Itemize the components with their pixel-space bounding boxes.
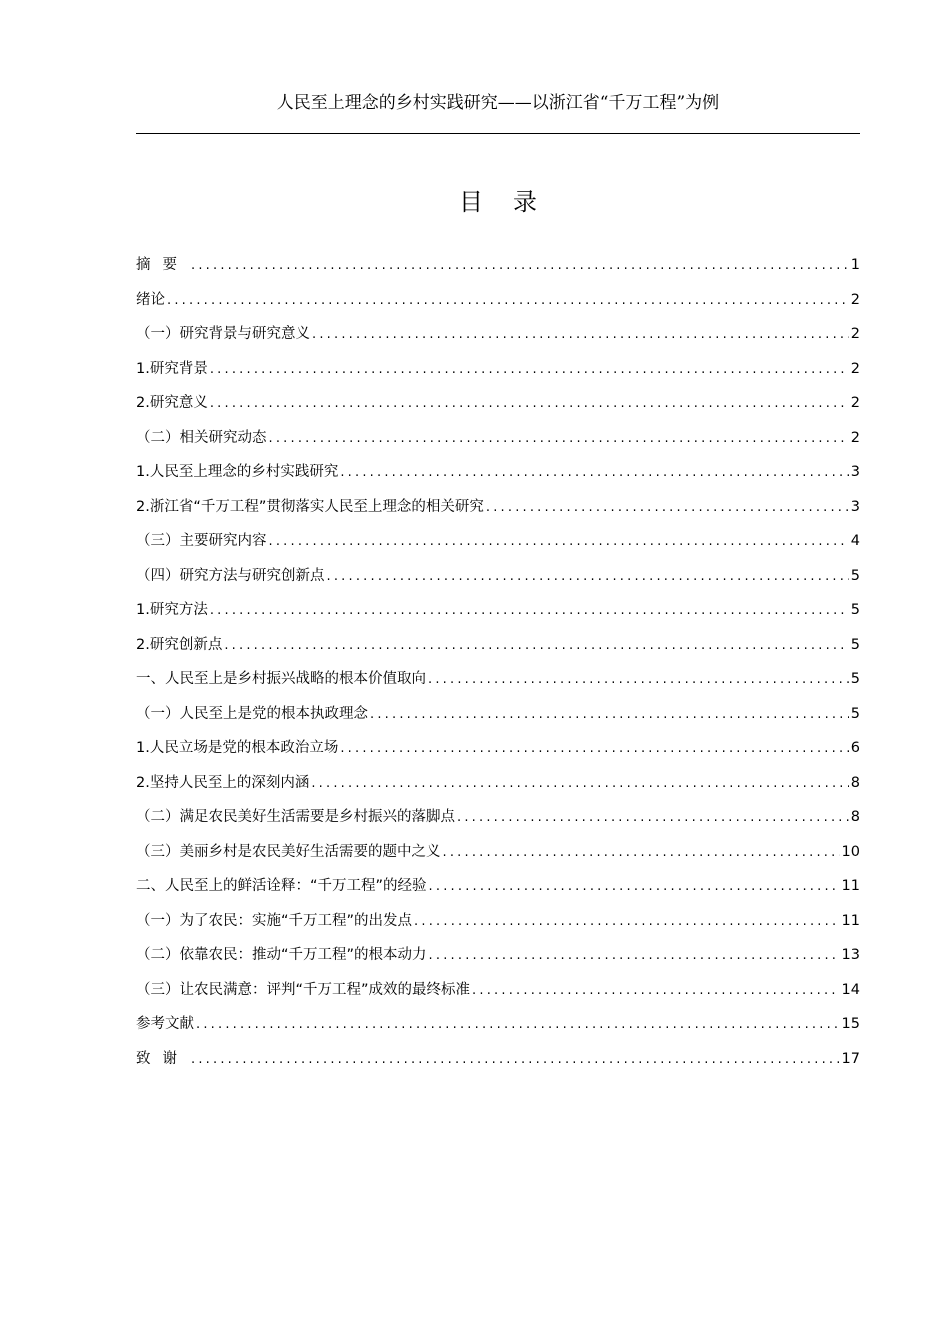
toc-entry[interactable]	[136, 357, 860, 392]
toc-entry-label: 1.研究背景	[136, 360, 208, 377]
toc-dot-leader	[196, 1013, 840, 1037]
toc-page-number: 17	[841, 1050, 860, 1067]
toc-entry-label: （四）研究方法与研究创新点	[136, 567, 325, 584]
toc-dot-leader	[370, 703, 849, 727]
toc-page-number: 8	[850, 809, 860, 825]
toc-entry-label: （二）满足农民美好生活需要是乡村振兴的落脚点	[136, 809, 455, 825]
toc-dot-leader	[224, 634, 848, 658]
toc-dot-leader	[269, 530, 849, 554]
toc-entry-label: （三）主要研究内容	[136, 533, 267, 549]
toc-dot-leader	[457, 806, 849, 830]
toc-dot-leader	[340, 737, 848, 761]
toc-page-number: 3	[850, 498, 860, 515]
toc-entry-label: 2.研究意义	[136, 395, 208, 411]
toc-page-number: 2	[850, 326, 860, 342]
toc-page-number: 11	[841, 878, 860, 894]
toc-page-number: 3	[850, 464, 860, 480]
toc-entry-label: （一）为了农民：实施“千万工程”的出发点	[136, 912, 413, 929]
toc-entry[interactable]	[136, 909, 860, 944]
toc-entry[interactable]	[136, 978, 860, 1013]
toc-dot-leader	[486, 496, 849, 520]
toc-page-number: 2	[850, 395, 860, 411]
toc-page-number: 11	[841, 912, 860, 929]
toc-entry[interactable]	[136, 460, 860, 495]
toc-entry-label: 1.人民至上理念的乡村实践研究	[136, 464, 339, 480]
toc-entry[interactable]	[136, 943, 860, 978]
toc-dot-leader	[311, 772, 848, 796]
toc-entry-abstract[interactable]	[136, 253, 860, 288]
toc-page-number: 5	[850, 705, 860, 722]
toc-page-number: 13	[841, 947, 860, 963]
toc-page-number: 5	[850, 671, 860, 687]
toc-dot-leader	[443, 841, 840, 865]
toc-page-number: 6	[850, 740, 860, 756]
toc-dot-leader	[210, 358, 849, 382]
toc-title: 目录	[459, 188, 567, 217]
toc-dot-leader	[340, 461, 848, 485]
toc-dot-leader	[191, 254, 849, 278]
toc-entry[interactable]	[136, 805, 860, 840]
toc-page-number: 2	[850, 291, 860, 308]
toc-dot-leader	[414, 910, 840, 934]
toc-dot-leader	[167, 289, 849, 313]
toc-entry[interactable]	[136, 736, 860, 771]
toc-entry[interactable]	[136, 322, 860, 357]
toc-entry-introduction[interactable]	[136, 288, 860, 323]
toc-dot-leader	[191, 1048, 840, 1072]
toc-entry[interactable]	[136, 426, 860, 461]
toc-dot-leader	[429, 944, 840, 968]
toc-dot-leader	[210, 599, 849, 623]
toc-entry-acknowledgements[interactable]	[136, 1047, 860, 1082]
toc-entry[interactable]	[136, 598, 860, 633]
toc-dot-leader	[429, 875, 840, 899]
toc-entry[interactable]	[136, 495, 860, 530]
toc-entry-label: 绪论	[136, 291, 165, 308]
toc-entry-references[interactable]	[136, 1012, 860, 1047]
toc-entry[interactable]	[136, 840, 860, 875]
toc-entry-label: 一、人民至上是乡村振兴战略的根本价值取向	[136, 671, 426, 687]
toc-page-number: 4	[850, 533, 860, 549]
toc-entry-label: 二、人民至上的鲜活诠释：“千万工程”的经验	[136, 878, 427, 894]
toc-entry-label: 1.研究方法	[136, 602, 208, 618]
toc-entry-label: 2.坚持人民至上的深刻内涵	[136, 774, 310, 791]
toc-entry-label: （二）依靠农民：推动“千万工程”的根本动力	[136, 947, 427, 963]
toc-entry[interactable]	[136, 564, 860, 599]
toc-page-number: 1	[850, 257, 860, 273]
toc-page-number: 2	[850, 360, 860, 377]
header-divider	[136, 133, 860, 134]
toc-page-number: 5	[850, 602, 860, 618]
toc-entry-label: （二）相关研究动态	[136, 429, 267, 446]
toc-entry[interactable]	[136, 529, 860, 564]
toc-page-number: 14	[841, 981, 860, 998]
running-header-title: 人民至上理念的乡村实践研究——以浙江省“千万工程”为例	[276, 93, 720, 113]
toc-entry-label: 2.研究创新点	[136, 636, 223, 653]
toc-dot-leader	[428, 668, 849, 692]
toc-entry-label: 2.浙江省“千万工程”贯彻落实人民至上理念的相关研究	[136, 498, 484, 515]
toc-page-number: 15	[841, 1016, 860, 1032]
toc-entry-label: （一）研究背景与研究意义	[136, 326, 310, 342]
toc-entry-label: （一）人民至上是党的根本执政理念	[136, 705, 368, 722]
toc-dot-leader	[210, 392, 849, 416]
toc-entry-label: 1.人民立场是党的根本政治立场	[136, 740, 339, 756]
toc-page-number: 5	[850, 567, 860, 584]
toc-page-number: 8	[850, 774, 860, 791]
toc-entry-label: 参考文献	[136, 1016, 194, 1032]
toc-page-number: 2	[850, 429, 860, 446]
toc-entry[interactable]	[136, 391, 860, 426]
toc-dot-leader	[472, 979, 840, 1003]
toc-dot-leader	[327, 565, 849, 589]
toc-page-number: 10	[841, 843, 860, 860]
toc-entry-chapter-2[interactable]	[136, 874, 860, 909]
table-of-contents	[136, 253, 860, 1081]
toc-entry-label: 摘要	[136, 257, 189, 273]
toc-entry[interactable]	[136, 702, 860, 737]
toc-entry-label: 致谢	[136, 1050, 189, 1067]
toc-page-number: 5	[850, 636, 860, 653]
toc-entry[interactable]	[136, 633, 860, 668]
toc-dot-leader	[269, 427, 849, 451]
toc-entry-chapter-1[interactable]	[136, 667, 860, 702]
toc-entry-label: （三）让农民满意：评判“千万工程”成效的最终标准	[136, 981, 471, 998]
toc-entry-label: （三）美丽乡村是农民美好生活需要的题中之义	[136, 843, 441, 860]
toc-dot-leader	[312, 323, 849, 347]
toc-entry[interactable]	[136, 771, 860, 806]
